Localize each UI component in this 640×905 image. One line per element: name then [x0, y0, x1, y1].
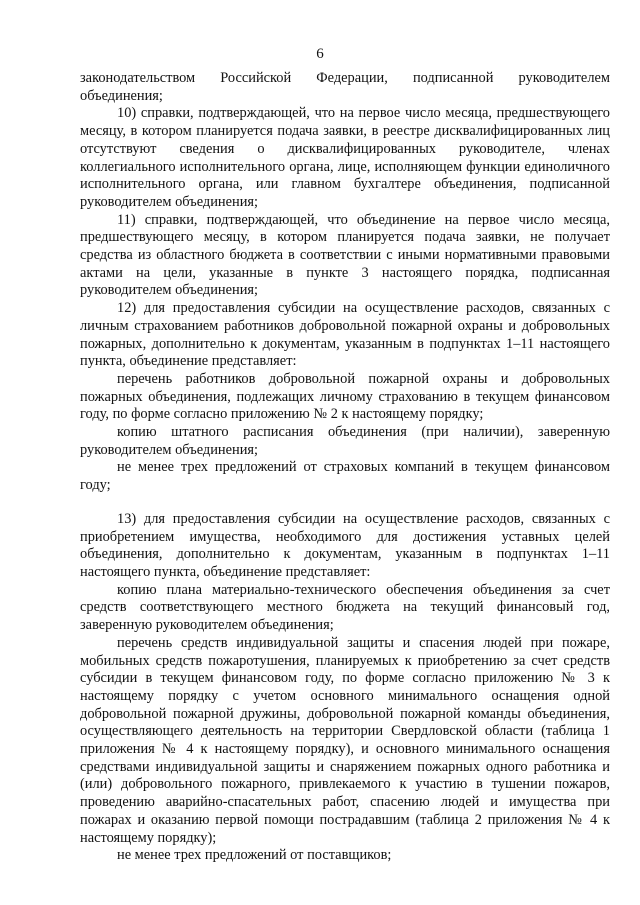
- paragraph-item-13: 13) для предоставления субсидии на осуществление расходов, связанных с приобретением имущества, необходимого для достижения уставных целей объединения, дополнительно к документам, указанным в подпунктах 1–11 настоящего пункта, объединение представляет:: [80, 510, 610, 580]
- paragraph-staff-list: перечень работников добровольной пожарной охраны и добровольных пожарных объединения, подлежащих личному страхованию в текущем финансовом году, по форме согласно приложению № 2 к настоящему порядку;: [80, 370, 610, 423]
- paragraph-insurance-offers: не менее трех предложений от страховых компаний в текущем финансовом году;: [80, 459, 610, 494]
- paragraph-continuation: законодательством Российской Федерации, подписанной руководителем объединения;: [80, 70, 610, 104]
- paragraph-equipment-list: перечень средств индивидуальной защиты и спасения людей при пожаре, мобильных средств пожаротушения, планируемых к приобретению за счет средств субсидии в текущем финансовом году, по форме согласно приложению № 3 к настоящему порядку с учетом основного минимального оснащения одной добровольной пожарной дружины, добровольной пожарной команды объединения, осуществляющего деятельность на территории Свердловской области (таблица 1 приложения № 4 к настоящему порядку), и основного минимального оснащения средствами индивидуальной защиты и снаряжением пожарных одного работника и (или) добровольного пожарного, привлекаемого к участию в тушении пожаров, проведению аварийно-спасательных работ, спасению людей и имущества при пожарах и оказанию первой помощи пострадавшим (таблица 2 приложения № 4 к настоящему порядку);: [80, 634, 610, 846]
- paragraph-item-10: 10) справки, подтверждающей, что на первое число месяца, предшествующего месяцу, в котором планируется подача заявки, в реестре дисквалифицированных лиц отсутствуют сведения о дисквалифицированных руководителе, членах коллегиального исполнительного органа, лице, исполняющем функции единоличного исполнительного органа, или главном бухгалтере объединения, подписанной руководителем объединения;: [80, 105, 610, 210]
- paragraph-item-12: 12) для предоставления субсидии на осуществление расходов, связанных с личным страхованием работников добровольной пожарной охраны и добровольных пожарных, дополнительно к документам, указанным в подпунктах 1–11 настоящего пункта, объединение представляет:: [80, 300, 610, 370]
- paragraph-supply-plan: копию плана материально-технического обеспечения объединения за счет средств соответствующего местного бюджета на текущий финансовый год, заверенную руководителем объединения;: [80, 581, 610, 634]
- page-number: 6: [316, 46, 324, 62]
- document-body: [80, 70, 610, 865]
- paragraph-supplier-offers: не менее трех предложений от поставщиков;: [117, 847, 392, 864]
- paragraph-staffing-copy: копию штатного расписания объединения (при наличии), заверенную руководителем объединения;: [80, 424, 610, 458]
- paragraph-item-11: 11) справки, подтверждающей, что объединение на первое число месяца, предшествующего месяцу, в котором планируется подача заявки, не получает средства из областного бюджета в соответствии с иными нормативными правовыми актами на цели, указанные в пункте 3 настоящего порядка, подписанная руководителем объединения;: [80, 211, 610, 299]
